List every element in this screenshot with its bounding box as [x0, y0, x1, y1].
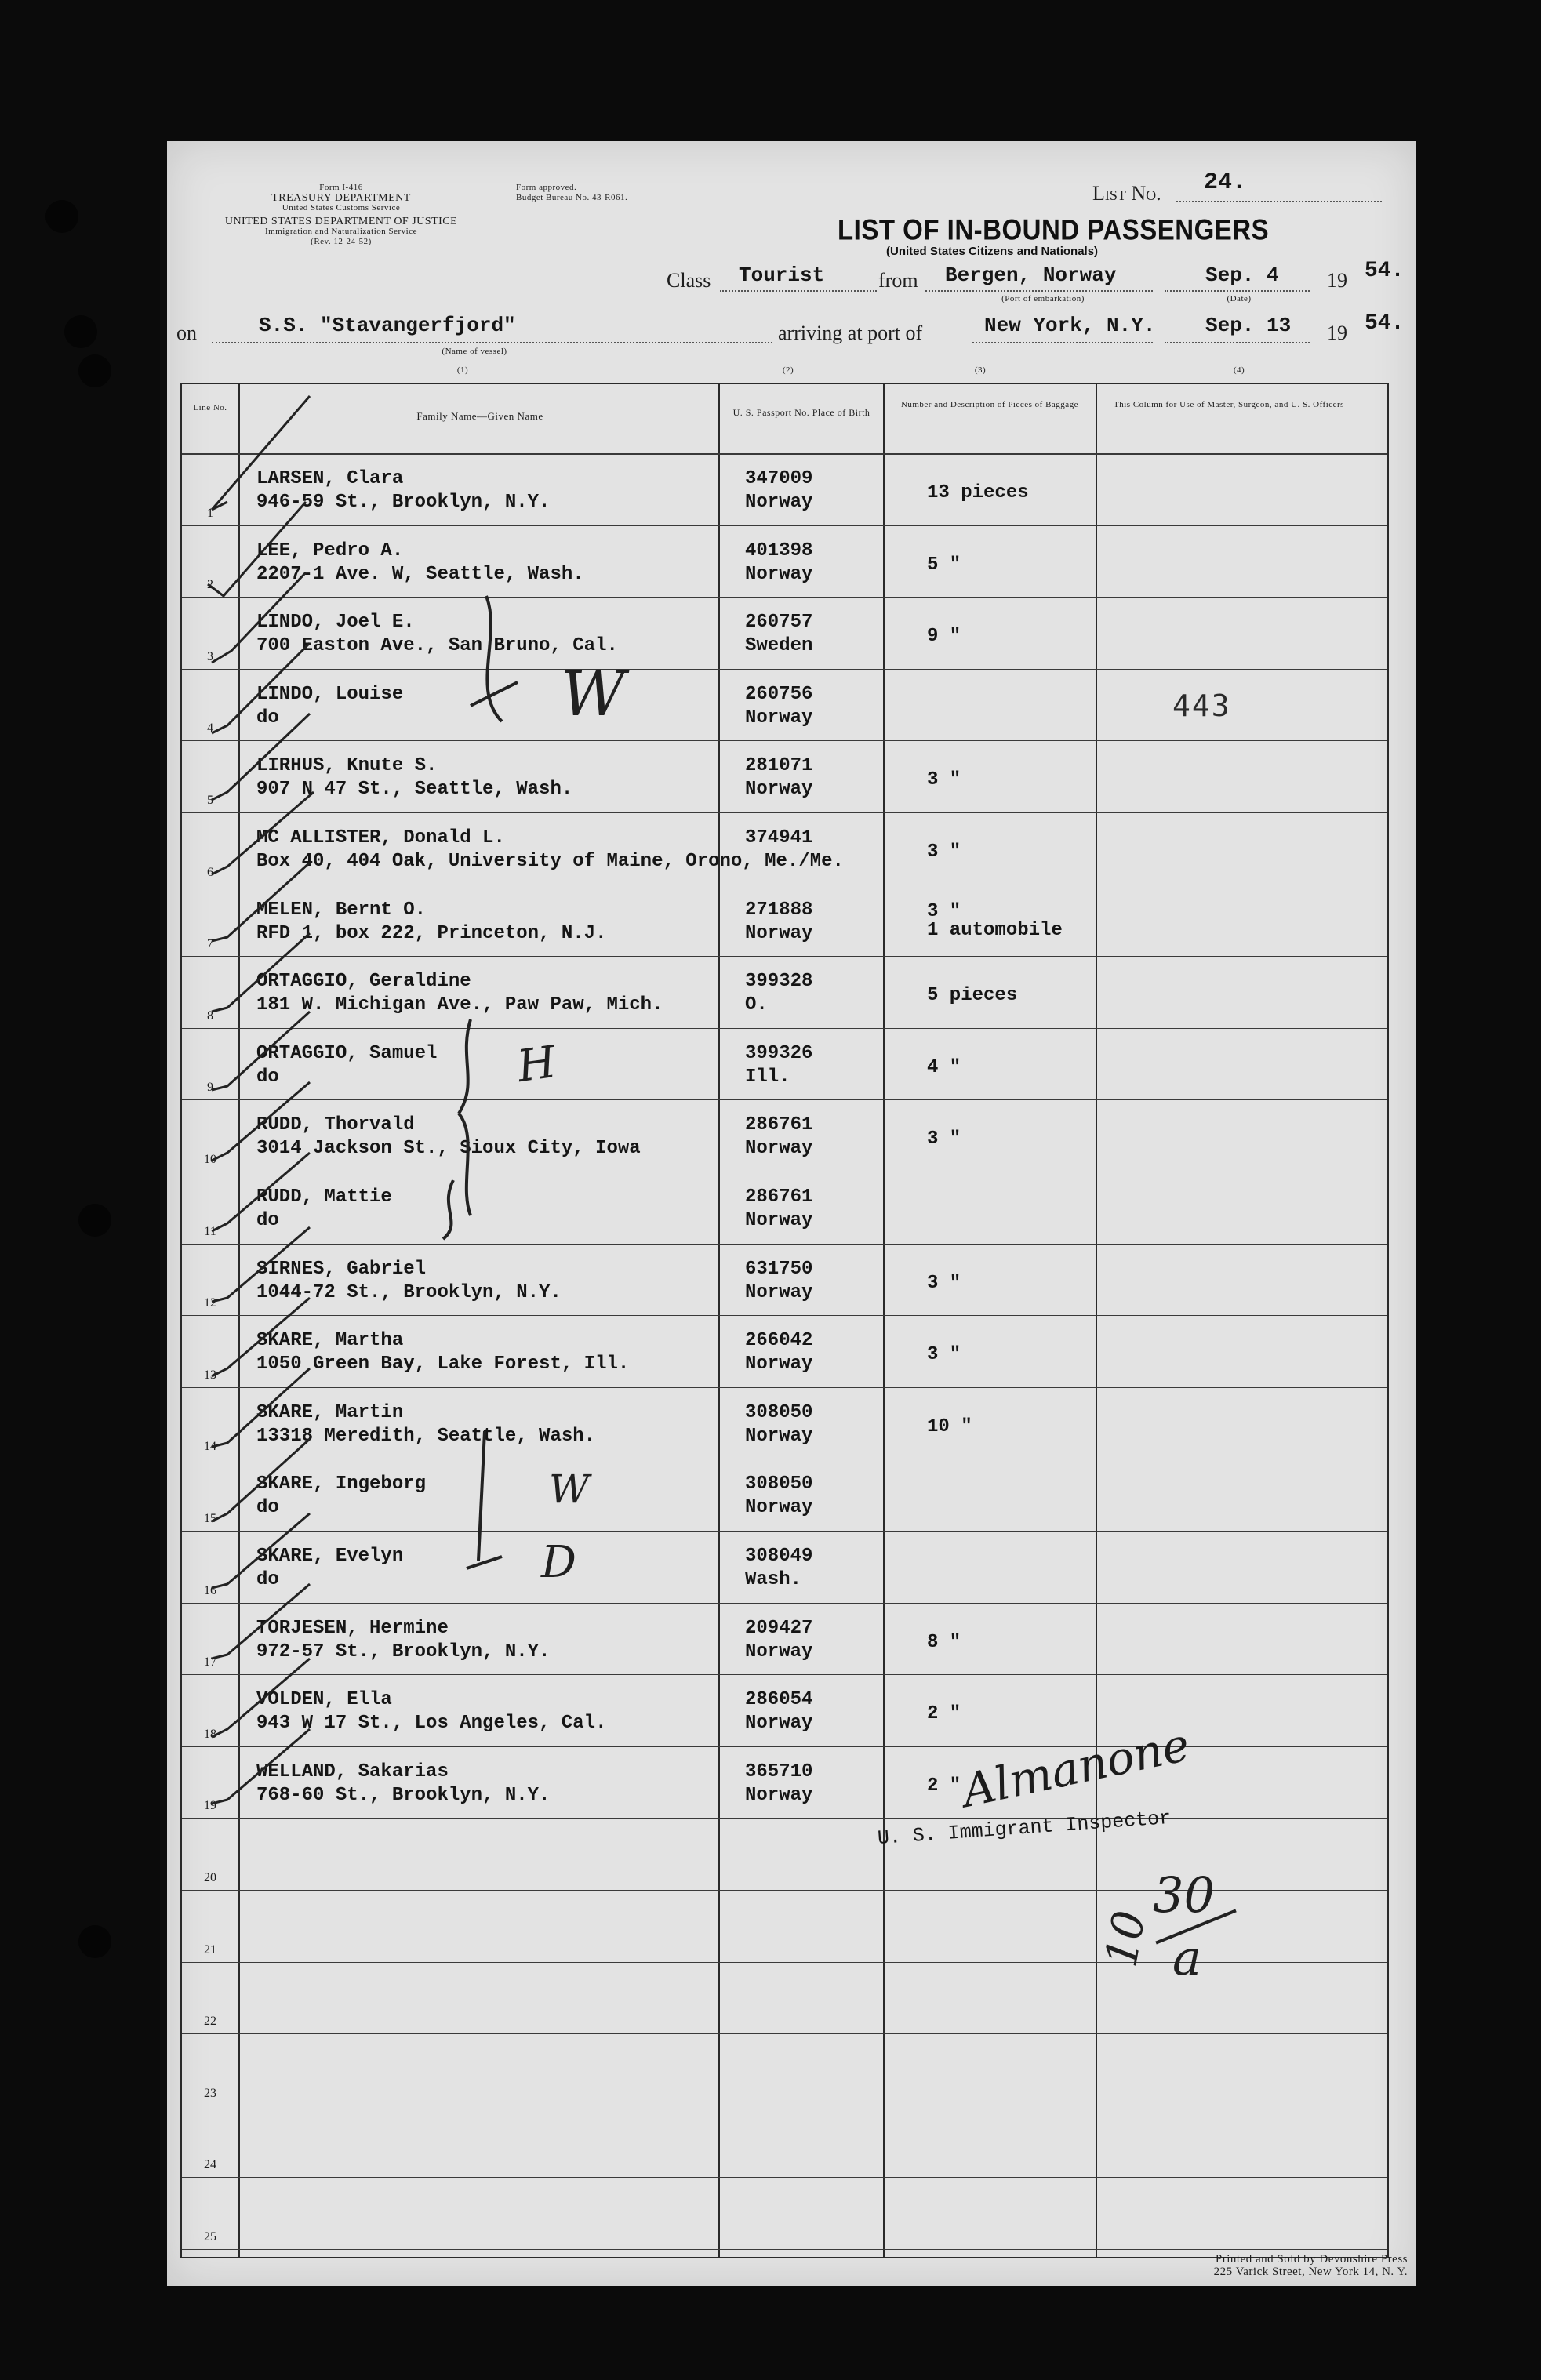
passenger-name: LARSEN, Clara: [256, 468, 404, 489]
passport-number: 281071: [745, 755, 813, 777]
passport-number: 374941: [745, 827, 813, 848]
passenger-address: 768-60 St., Brooklyn, N.Y.: [256, 1784, 551, 1806]
embark-date: Sep. 4: [1205, 263, 1279, 287]
passenger-address: 946-59 St., Brooklyn, N.Y.: [256, 492, 551, 513]
passport-number: 308049: [745, 1546, 813, 1567]
passenger-address: do: [256, 1497, 279, 1519]
baggage-description: 10 ": [927, 1415, 972, 1437]
place-of-birth: O.: [745, 994, 768, 1016]
line-number: 17: [204, 1655, 216, 1670]
col-header-baggage: Number and Description of Pieces of Baggage: [900, 400, 1079, 409]
passenger-address: 2207-1 Ave. W, Seattle, Wash.: [256, 563, 584, 585]
place-of-birth: Norway: [745, 1497, 813, 1519]
date-caption: (Date): [1227, 294, 1252, 303]
from-value: Bergen, Norway: [945, 263, 1117, 287]
handwritten-mark: W: [561, 657, 626, 730]
form-revision: (Rev. 12-24-52): [311, 237, 372, 246]
passenger-name: SKARE, Evelyn: [256, 1546, 404, 1567]
line-number: 24: [204, 2158, 216, 2172]
passenger-address: 700 Easton Ave., San Bruno, Cal.: [256, 635, 618, 657]
passport-number: 271888: [745, 899, 813, 921]
line-number: 18: [204, 1727, 216, 1741]
place-of-birth: Norway: [745, 1713, 813, 1735]
arrival-date: Sep. 13: [1205, 314, 1292, 337]
year-value-2: 54.: [1365, 311, 1405, 336]
passport-number: 260756: [745, 683, 813, 705]
place-of-birth: Norway: [745, 707, 813, 729]
col-header-passport: U. S. Passport No. Place of Birth: [732, 407, 870, 418]
passenger-name: SIRNES, Gabriel: [256, 1258, 427, 1280]
line-number: 5: [207, 794, 213, 807]
place-of-birth: Ill.: [745, 1066, 790, 1088]
line-number: 1: [207, 506, 213, 520]
class-label: Class: [667, 269, 711, 292]
place-of-birth: Norway: [745, 779, 813, 801]
place-of-birth: Norway: [745, 492, 813, 513]
col-header-officers: This Column for Use of Master, Surgeon, and U. S. Officers: [1114, 400, 1344, 409]
baggage-description: 3 ": [927, 769, 961, 791]
passenger-address: RFD 1, box 222, Princeton, N.J.: [256, 922, 607, 944]
handwritten-mark: W: [549, 1466, 590, 1512]
printer-imprint: [1094, 2253, 1408, 2278]
passenger-address: 1044-72 St., Brooklyn, N.Y.: [256, 1281, 562, 1303]
passenger-address: 181 W. Michigan Ave., Paw Paw, Mich.: [256, 994, 663, 1016]
line-number: 3: [207, 649, 213, 663]
passenger-name: RUDD, Mattie: [256, 1186, 392, 1208]
line-number: 7: [207, 937, 213, 951]
line-number: 12: [204, 1296, 216, 1310]
passenger-name: VOLDEN, Ella: [256, 1689, 392, 1711]
baggage-description: 3 ": [927, 1128, 961, 1150]
place-of-birth: Sweden: [745, 635, 813, 657]
passenger-name: LINDO, Louise: [256, 683, 404, 705]
printer-line-1: Printed and Sold by Devonshire Press: [1215, 2253, 1408, 2266]
baggage-extra: 1 automobile: [927, 919, 1063, 941]
baggage-description: 3 ": [927, 1272, 961, 1294]
line-number: 22: [204, 2015, 216, 2029]
passport-number: 401398: [745, 540, 813, 561]
passenger-address: 3014 Jackson St., Sioux City, Iowa: [256, 1138, 641, 1160]
passenger-address: 972-57 St., Brooklyn, N.Y.: [256, 1641, 551, 1662]
passenger-name: LIRHUS, Knute S.: [256, 755, 438, 777]
place-of-birth: Norway: [745, 1784, 813, 1806]
passport-number: 260757: [745, 612, 813, 634]
passenger-name: SKARE, Martha: [256, 1330, 404, 1352]
form-approved: Form approved.: [516, 183, 577, 192]
baggage-description: 3 ": [927, 841, 961, 863]
printer-line-2: 225 Varick Street, New York 14, N. Y.: [1213, 2266, 1408, 2278]
passenger-address: do: [256, 1569, 279, 1590]
col-number-3: (3): [974, 365, 987, 375]
line-number: 20: [204, 1871, 216, 1884]
passenger-name: LEE, Pedro A.: [256, 540, 404, 561]
baggage-description: 5 pieces: [927, 985, 1018, 1007]
baggage-description: 3 ": [927, 900, 961, 922]
line-number: 23: [204, 2086, 216, 2100]
line-number: 10: [204, 1153, 216, 1166]
col-header-line-no: Line No.: [193, 403, 227, 412]
baggage-description: 3 ": [927, 1344, 961, 1366]
place-of-birth: Norway: [745, 1210, 813, 1231]
col-number-4: (4): [1233, 365, 1245, 375]
passenger-name: RUDD, Thorvald: [256, 1114, 415, 1136]
passport-number: 209427: [745, 1617, 813, 1639]
year-prefix-1: 19: [1327, 269, 1347, 292]
line-number: 15: [204, 1512, 216, 1525]
baggage-description: 2 ": [927, 1775, 961, 1797]
inspector-label: U. S. Immigrant Inspector: [876, 1806, 1172, 1850]
from-label: from: [878, 269, 918, 292]
page-title: LIST OF IN-BOUND PASSENGERS: [838, 213, 1270, 246]
note-fraction-left: 10: [1096, 1906, 1156, 1971]
baggage-description: 9 ": [927, 626, 961, 648]
passenger-address: 13318 Meredith, Seattle, Wash.: [256, 1425, 596, 1447]
passport-number: 365710: [745, 1760, 813, 1782]
handwritten-mark: H: [514, 1036, 560, 1093]
embark-caption: (Port of embarkation): [1001, 294, 1085, 303]
officer-number: 443: [1172, 689, 1231, 723]
line-number: 8: [207, 1008, 213, 1023]
line-number: 16: [204, 1583, 216, 1597]
passport-number: 308050: [745, 1401, 813, 1423]
on-label: on: [176, 322, 197, 344]
place-of-birth: Norway: [745, 1425, 813, 1447]
col-header-name: Family Name—Given Name: [416, 410, 543, 422]
dept-justice-sub: Immigration and Naturalization Service: [264, 227, 418, 236]
baggage-description: 2 ": [927, 1703, 961, 1725]
col-number-1: (1): [456, 365, 469, 375]
baggage-description: 5 ": [927, 554, 961, 576]
place-of-birth: Norway: [745, 1281, 813, 1303]
passenger-name: WELLAND, Sakarias: [256, 1760, 449, 1782]
line-number: 14: [204, 1440, 216, 1454]
year-prefix-2: 19: [1327, 322, 1347, 344]
dept-treasury-sub: United States Customs Service: [282, 203, 401, 213]
passenger-address: Box 40, 404 Oak, University of Maine, Orono, Me./Me.: [256, 851, 844, 872]
passport-number: 399326: [745, 1042, 813, 1064]
year-value-1: 54.: [1365, 259, 1405, 283]
line-number: 21: [204, 1942, 216, 1957]
passport-number: 286761: [745, 1114, 813, 1136]
list-no-value: 24.: [1204, 169, 1247, 196]
baggage-description: 4 ": [927, 1056, 961, 1078]
passenger-address: do: [256, 707, 279, 729]
line-number: 6: [207, 865, 213, 879]
inspector-signature: Almanone: [957, 1717, 1194, 1818]
line-number: 25: [204, 2230, 216, 2244]
place-of-birth: Wash.: [745, 1569, 802, 1590]
handwritten-mark: D: [541, 1537, 576, 1588]
passenger-name: SKARE, Ingeborg: [256, 1473, 427, 1495]
place-of-birth: Norway: [745, 1138, 813, 1160]
page-subtitle: (United States Citizens and Nationals): [886, 245, 1099, 258]
place-of-birth: Norway: [745, 563, 813, 585]
line-number: 9: [207, 1081, 213, 1095]
vessel-name: S.S. "Stavangerfjord": [259, 314, 516, 337]
passport-number: 286761: [745, 1186, 813, 1208]
passport-number: 308050: [745, 1473, 813, 1495]
passenger-name: LINDO, Joel E.: [256, 612, 415, 634]
note-fraction-top: 30: [1153, 1866, 1215, 1924]
col-number-2: (2): [782, 365, 794, 375]
passport-number: 266042: [745, 1330, 813, 1352]
place-of-birth: Norway: [745, 1354, 813, 1375]
passenger-name: MC ALLISTER, Donald L.: [256, 827, 505, 848]
passport-number: 347009: [745, 468, 813, 489]
baggage-description: 8 ": [927, 1631, 961, 1653]
vessel-caption: (Name of vessel): [442, 347, 507, 356]
passenger-address: do: [256, 1066, 279, 1088]
line-number: 2: [207, 578, 213, 592]
class-value: Tourist: [739, 263, 825, 287]
place-of-birth: Norway: [745, 922, 813, 944]
arrival-port: New York, N.Y.: [984, 314, 1156, 337]
line-number: 4: [207, 721, 213, 736]
budget-number: Budget Bureau No. 43-R061.: [516, 193, 628, 202]
passenger-address: 907 N 47 St., Seattle, Wash.: [256, 779, 573, 801]
passenger-name: SKARE, Martin: [256, 1401, 404, 1423]
arriving-label: arriving at port of: [778, 322, 923, 344]
line-number: 11: [204, 1224, 216, 1238]
note-fraction-bottom: a: [1172, 1929, 1201, 1986]
passenger-address: 1050 Green Bay, Lake Forest, Ill.: [256, 1354, 630, 1375]
line-number: 19: [204, 1799, 216, 1813]
passport-number: 399328: [745, 971, 813, 993]
passenger-name: ORTAGGIO, Samuel: [256, 1042, 438, 1064]
passport-number: 631750: [745, 1258, 813, 1280]
passenger-address: do: [256, 1210, 279, 1231]
place-of-birth: Norway: [745, 1641, 813, 1662]
passenger-name: TORJESEN, Hermine: [256, 1617, 449, 1639]
baggage-description: 13 pieces: [927, 482, 1029, 503]
form-id: Form I-416: [319, 183, 363, 192]
passenger-address: 943 W 17 St., Los Angeles, Cal.: [256, 1713, 607, 1735]
passenger-name: MELEN, Bernt O.: [256, 899, 427, 921]
dept-justice: UNITED STATES DEPARTMENT OF JUSTICE: [224, 216, 458, 227]
dept-treasury: TREASURY DEPARTMENT: [271, 192, 411, 204]
passport-number: 286054: [745, 1689, 813, 1711]
list-no-label: List No.: [1092, 182, 1161, 205]
passenger-name: ORTAGGIO, Geraldine: [256, 971, 471, 993]
line-number: 13: [204, 1368, 216, 1382]
